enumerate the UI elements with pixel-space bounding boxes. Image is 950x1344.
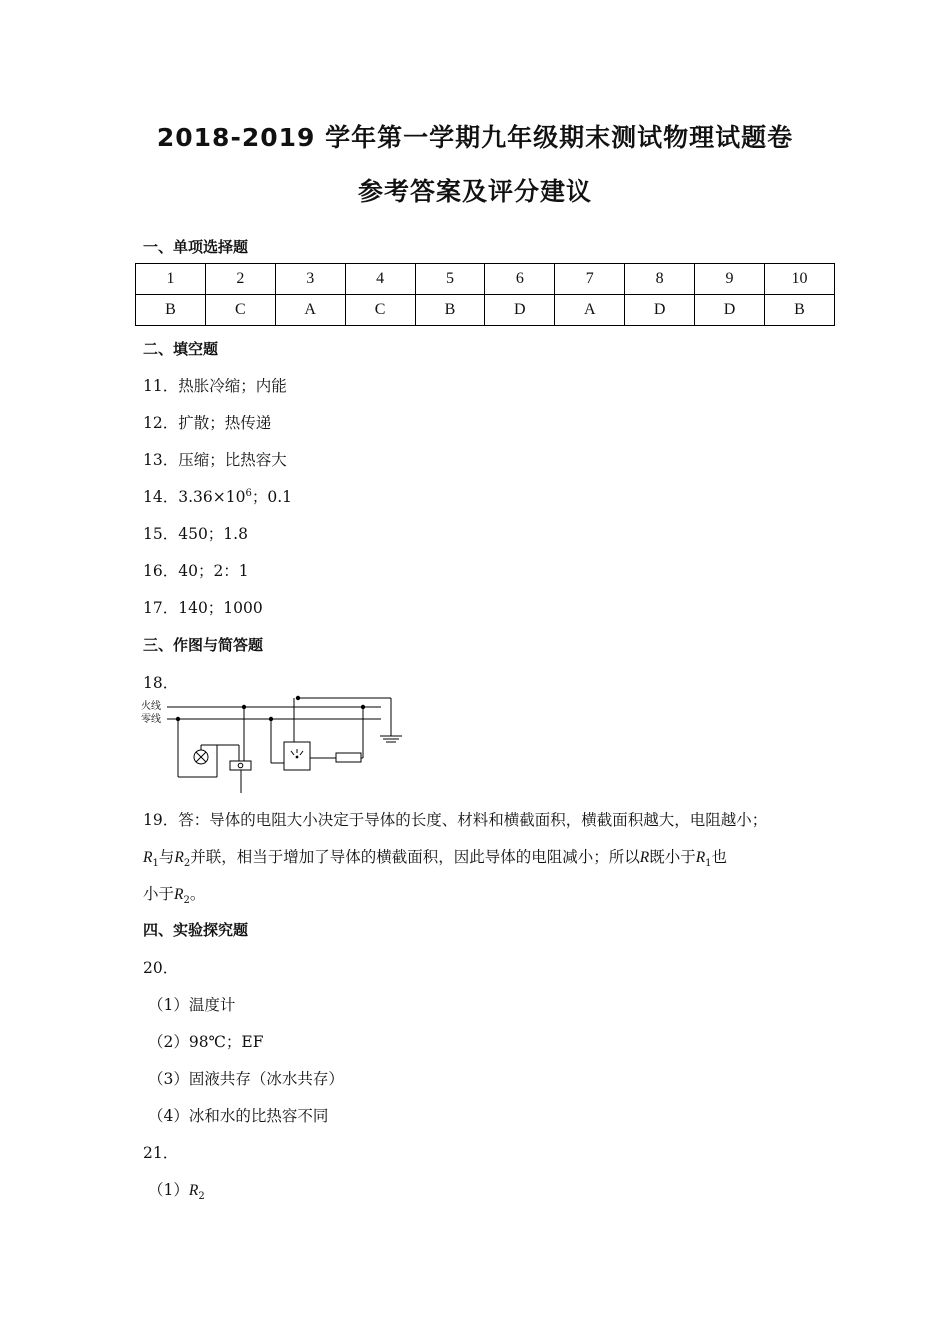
text: （1） <box>148 1181 189 1199</box>
answer-q20-3: （3）固液共存（冰水共存） <box>148 1070 344 1088</box>
symbol-r: R <box>188 1182 199 1199</box>
answer-cell: D <box>695 295 765 326</box>
answer-cell: D <box>485 295 555 326</box>
text: 并联，相当于增加了导体的横截面积，因此导体的电阻减小；所以 <box>190 848 640 866</box>
switch-icon <box>230 761 251 770</box>
section-heading-experiment: 四、实验探究题 <box>143 921 249 939</box>
answer-table <box>135 263 835 326</box>
text: 与 <box>158 848 175 866</box>
answer-q17: 17．140；1000 <box>143 599 263 617</box>
answer-q16: 16．40；2：1 <box>143 562 249 580</box>
answer-q21-number: 21． <box>143 1144 179 1162</box>
text: 既小于 <box>649 848 696 866</box>
answer-q13: 13．压缩；比热容大 <box>143 451 287 469</box>
answer-q20-4: （4）冰和水的比热容不同 <box>148 1107 329 1125</box>
answer-q21-1 <box>148 1178 205 1202</box>
question-number-cell: 4 <box>345 264 415 295</box>
answer-q20-number: 20． <box>143 959 179 977</box>
junction-dot <box>361 705 365 709</box>
junction-dot <box>269 717 273 721</box>
symbol-r: R <box>174 886 184 903</box>
answer-q19-line1: 19．答：导体的电阻大小决定于导体的长度、材料和横截面积，横截面积越大，电阻越小； <box>143 811 768 829</box>
live-wire-label: 火线 <box>141 701 161 712</box>
fuse-icon <box>336 753 361 762</box>
subscript: 2 <box>198 1191 205 1203</box>
junction-dot <box>296 696 300 700</box>
subscript: 2 <box>183 858 191 870</box>
question-number-cell: 10 <box>764 264 834 295</box>
answer-table-answer-row <box>136 295 835 326</box>
answer-q20-1: （1）温度计 <box>148 996 236 1014</box>
junction-dot <box>176 717 180 721</box>
symbol-r: R <box>174 849 184 866</box>
socket-pin <box>291 751 294 755</box>
answer-q14-rest: ；0.1 <box>251 488 292 506</box>
text: 。 <box>189 885 206 903</box>
symbol-r: R <box>143 849 153 866</box>
answer-q20-2: （2）98℃；EF <box>148 1033 264 1051</box>
subscript: 1 <box>152 858 159 870</box>
answer-q19-line3 <box>143 882 205 906</box>
question-number-cell: 3 <box>275 264 345 295</box>
junction-dot <box>242 705 246 709</box>
question-number-cell: 6 <box>485 264 555 295</box>
answer-cell: B <box>764 295 834 326</box>
document-title: 2018-2019 学年第一学期九年级期末测试物理试题卷 <box>156 123 794 152</box>
text: 也 <box>711 848 728 866</box>
question-number-cell: 2 <box>205 264 275 295</box>
question-number-cell: 1 <box>136 264 206 295</box>
subscript: 2 <box>183 895 190 907</box>
question-number-cell: 9 <box>695 264 765 295</box>
answer-cell: A <box>275 295 345 326</box>
answer-cell: C <box>205 295 275 326</box>
answer-q14-value: 14．3.36×10 <box>143 488 246 506</box>
answer-cell: B <box>136 295 206 326</box>
symbol-r: R <box>639 849 650 866</box>
question-number-cell: 5 <box>415 264 485 295</box>
section-heading-fill-in: 二、填空题 <box>143 340 219 358</box>
question-number-cell: 7 <box>555 264 625 295</box>
socket-pin <box>300 751 303 755</box>
answer-q14 <box>143 485 292 507</box>
neutral-wire-label: 零线 <box>141 714 161 725</box>
answer-cell: B <box>415 295 485 326</box>
answer-cell: A <box>555 295 625 326</box>
document-subtitle: 参考答案及评分建议 <box>357 177 592 206</box>
circuit-svg <box>141 695 403 795</box>
section-heading-drawing: 三、作图与简答题 <box>143 636 264 654</box>
answer-cell: C <box>345 295 415 326</box>
text: 小于 <box>143 885 175 903</box>
answer-table-number-row <box>136 264 835 295</box>
household-circuit-diagram <box>141 695 403 795</box>
section-heading-multiple-choice: 一、单项选择题 <box>143 238 249 256</box>
question-number-cell: 8 <box>625 264 695 295</box>
socket-center-dot <box>296 756 299 759</box>
answer-cell: D <box>625 295 695 326</box>
answer-q11: 11．热胀冷缩；内能 <box>143 377 287 395</box>
switch-knob <box>238 763 243 768</box>
answer-q14-exponent: 6 <box>245 487 252 499</box>
answer-q19-line2 <box>143 845 727 869</box>
answer-q18-number: 18． <box>143 674 179 692</box>
symbol-r: R <box>695 849 706 866</box>
subscript: 1 <box>705 858 712 870</box>
answer-q12: 12．扩散；热传递 <box>143 414 272 432</box>
answer-q15: 15．450；1.8 <box>143 525 248 543</box>
